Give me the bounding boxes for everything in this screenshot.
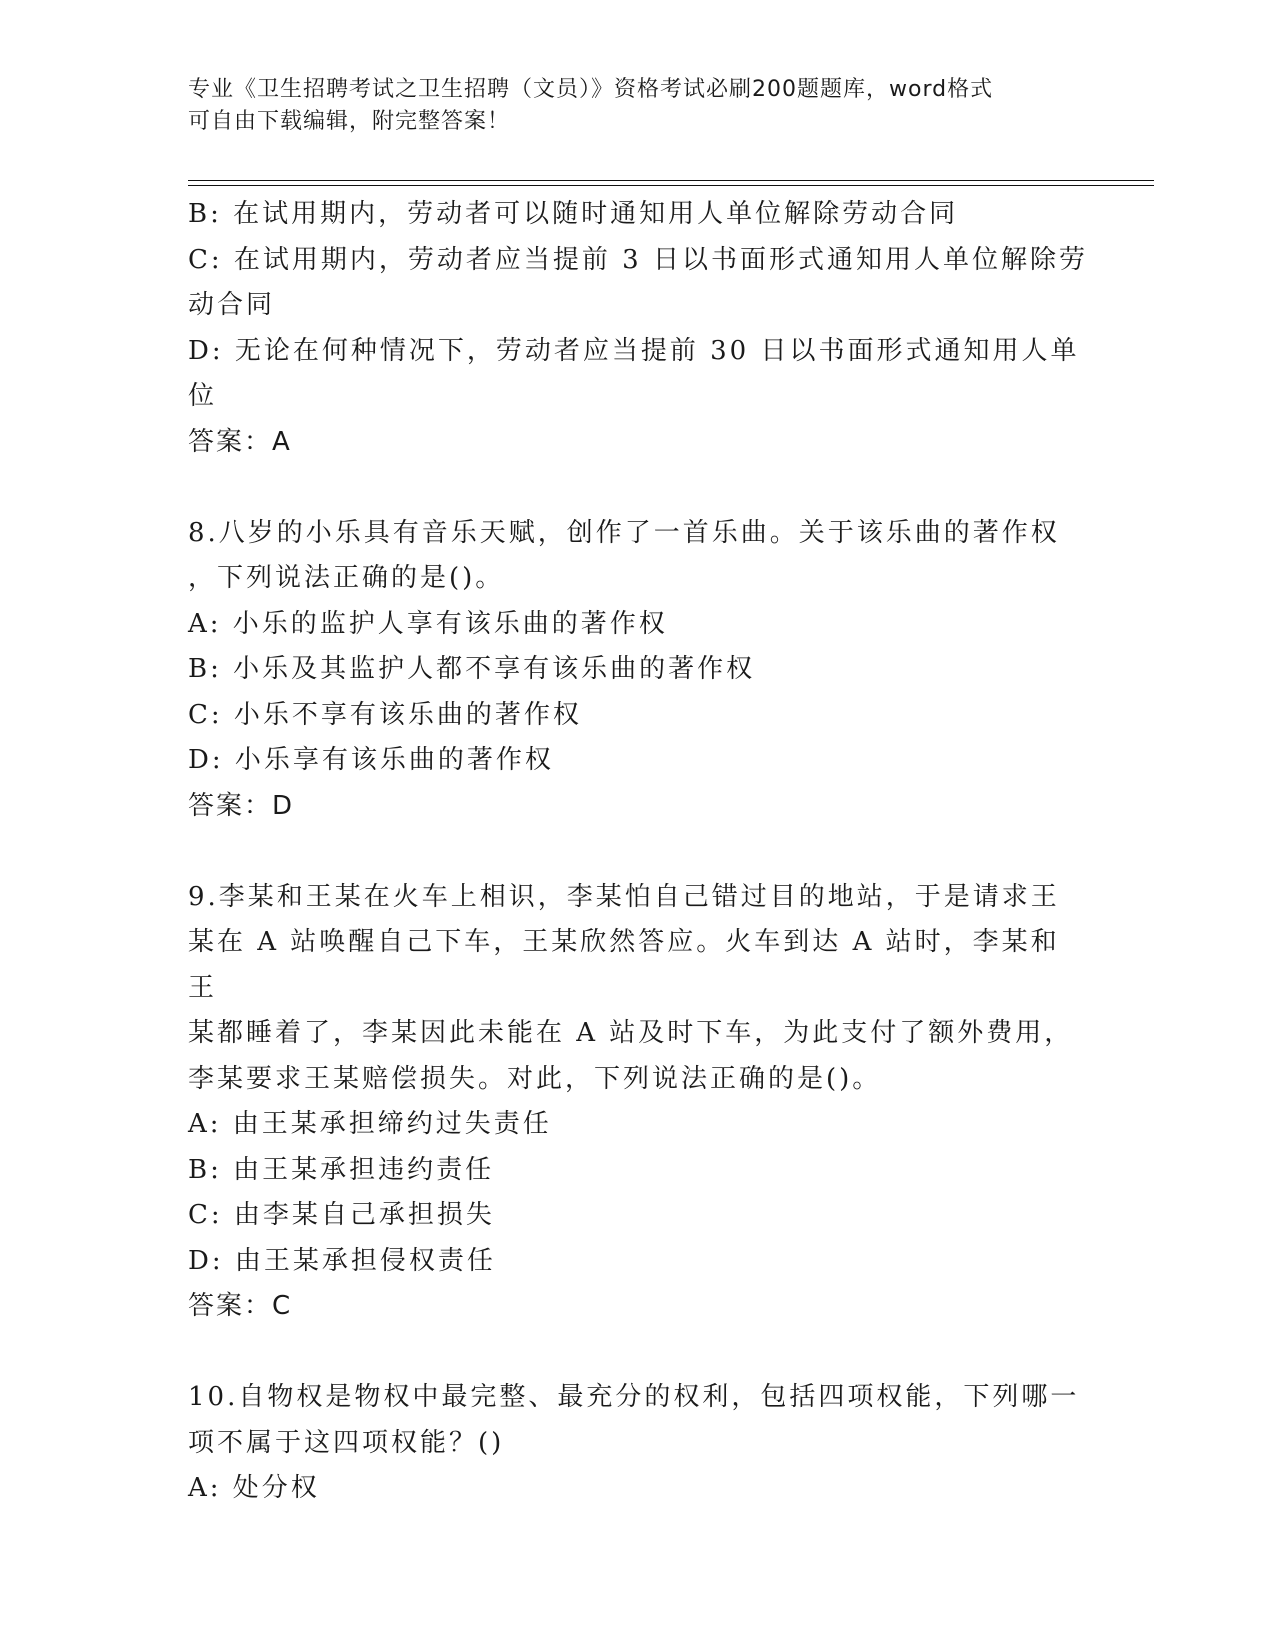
header-line-1: 专业《卫生招聘考试之卫生招聘（文员）》资格考试必刷200题题库，word格式 (188, 77, 994, 102)
q10-stem-line2: 项不属于这四项权能？() (188, 1427, 505, 1458)
document-header (188, 74, 1068, 138)
q8-option-c: C: 小乐不享有该乐曲的著作权 (188, 699, 582, 730)
q7-option-c-line1: C: 在试用期内，劳动者应当提前 3 日以书面形式通知用人单位解除劳 (188, 244, 1088, 275)
question-7 (188, 192, 1088, 465)
q9-stem-line2: 某在 A 站唤醒自己下车，王某欣然答应。火车到达 A 站时，李某和王 (188, 927, 1060, 1003)
q7-option-c-line2: 动合同 (188, 290, 276, 320)
q8-answer: 答案：D (188, 790, 295, 821)
q8-stem-line1: 8.八岁的小乐具有音乐天赋，创作了一首乐曲。关于该乐曲的著作权 (188, 517, 1060, 548)
q8-stem-line2: ，下列说法正确的是()。 (188, 563, 505, 593)
q8-option-b: B: 小乐及其监护人都不享有该乐曲的著作权 (188, 654, 756, 684)
q9-option-d: D: 由王某承担侵权责任 (188, 1245, 496, 1276)
q9-stem-line4: 李某要求王某赔偿损失。对此，下列说法正确的是()。 (188, 1063, 882, 1094)
q9-option-a: A: 由王某承担缔约过失责任 (188, 1109, 552, 1139)
q7-option-b: B: 在试用期内，劳动者可以随时通知用人单位解除劳动合同 (188, 199, 959, 229)
header-rule-bottom (188, 185, 1154, 186)
q9-answer: 答案：C (188, 1291, 293, 1321)
q7-option-d-line1: D: 无论在何种情况下，劳动者应当提前 30 日以书面形式通知用人单 (188, 335, 1080, 366)
question-8 (188, 511, 1088, 829)
header-line-2: 可自由下载编辑，附完整答案！ (188, 109, 511, 134)
document-body (188, 192, 1088, 1512)
q8-option-a: A: 小乐的监护人享有该乐曲的著作权 (188, 608, 668, 639)
header-rule-top (188, 180, 1154, 181)
q7-answer: 答案：A (188, 426, 292, 457)
q9-option-c: C: 由李某自己承担损失 (188, 1200, 495, 1230)
spacer (188, 465, 1088, 511)
question-9 (188, 875, 1088, 1330)
spacer (188, 1329, 1088, 1375)
q10-stem-line1: 10.自物权是物权中最完整、最充分的权利，包括四项权能，下列哪一 (188, 1382, 1080, 1412)
q9-option-b: B: 由王某承担违约责任 (188, 1154, 495, 1185)
q9-stem-line1: 9.李某和王某在火车上相识，李某怕自己错过目的地站，于是请求王 (188, 881, 1060, 912)
q8-option-d: D: 小乐享有该乐曲的著作权 (188, 745, 554, 775)
q10-option-a: A: 处分权 (188, 1473, 320, 1503)
question-10 (188, 1375, 1088, 1512)
q9-stem-line3: 某都睡着了，李某因此未能在 A 站及时下车，为此支付了额外费用， (188, 1018, 1074, 1048)
q7-option-d-line2: 位 (188, 381, 218, 411)
spacer (188, 829, 1088, 875)
